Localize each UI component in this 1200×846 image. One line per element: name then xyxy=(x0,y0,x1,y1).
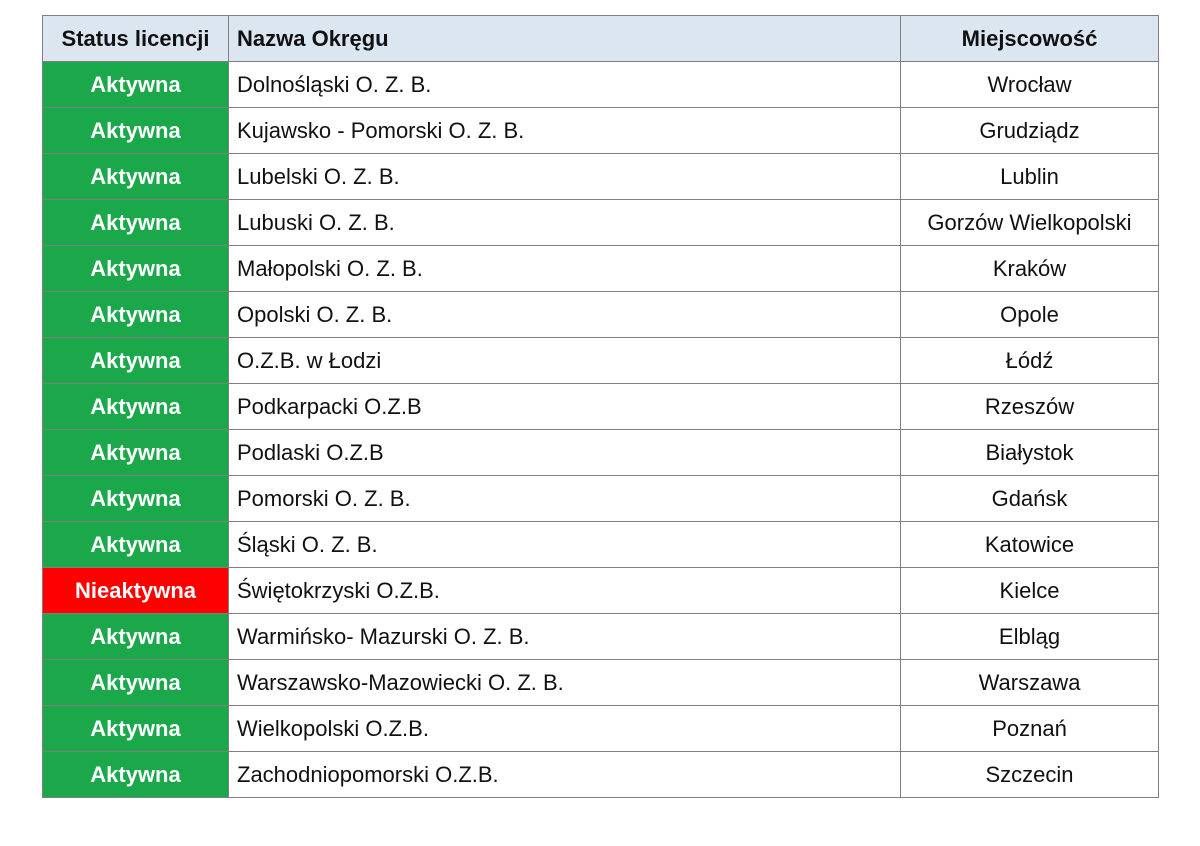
status-badge: Aktywna xyxy=(43,108,229,154)
city-cell: Poznań xyxy=(901,706,1159,752)
city-cell: Szczecin xyxy=(901,752,1159,798)
district-name-cell: Lubelski O. Z. B. xyxy=(229,154,901,200)
table-row xyxy=(43,62,1159,108)
city-cell: Grudziądz xyxy=(901,108,1159,154)
table-row xyxy=(43,660,1159,706)
status-badge: Aktywna xyxy=(43,476,229,522)
table-row xyxy=(43,614,1159,660)
district-name-cell: O.Z.B. w Łodzi xyxy=(229,338,901,384)
status-badge: Aktywna xyxy=(43,338,229,384)
table-row xyxy=(43,430,1159,476)
table-row xyxy=(43,568,1159,614)
district-name-cell: Pomorski O. Z. B. xyxy=(229,476,901,522)
table-row xyxy=(43,384,1159,430)
status-badge: Aktywna xyxy=(43,246,229,292)
status-badge: Aktywna xyxy=(43,522,229,568)
district-name-cell: Świętokrzyski O.Z.B. xyxy=(229,568,901,614)
header-name: Nazwa Okręgu xyxy=(229,16,901,62)
status-badge: Aktywna xyxy=(43,660,229,706)
city-cell: Wrocław xyxy=(901,62,1159,108)
table-row xyxy=(43,292,1159,338)
table-row xyxy=(43,752,1159,798)
header-city: Miejscowość xyxy=(901,16,1159,62)
district-name-cell: Dolnośląski O. Z. B. xyxy=(229,62,901,108)
district-name-cell: Podlaski O.Z.B xyxy=(229,430,901,476)
status-badge: Nieaktywna xyxy=(43,568,229,614)
city-cell: Łódź xyxy=(901,338,1159,384)
city-cell: Rzeszów xyxy=(901,384,1159,430)
city-cell: Kraków xyxy=(901,246,1159,292)
table-row xyxy=(43,522,1159,568)
status-badge: Aktywna xyxy=(43,154,229,200)
city-cell: Białystok xyxy=(901,430,1159,476)
district-name-cell: Opolski O. Z. B. xyxy=(229,292,901,338)
table-row xyxy=(43,706,1159,752)
city-cell: Gdańsk xyxy=(901,476,1159,522)
status-badge: Aktywna xyxy=(43,384,229,430)
city-cell: Opole xyxy=(901,292,1159,338)
status-badge: Aktywna xyxy=(43,200,229,246)
district-name-cell: Śląski O. Z. B. xyxy=(229,522,901,568)
district-name-cell: Małopolski O. Z. B. xyxy=(229,246,901,292)
city-cell: Gorzów Wielkopolski xyxy=(901,200,1159,246)
district-name-cell: Podkarpacki O.Z.B xyxy=(229,384,901,430)
district-name-cell: Kujawsko - Pomorski O. Z. B. xyxy=(229,108,901,154)
license-status-table xyxy=(42,15,1159,798)
city-cell: Elbląg xyxy=(901,614,1159,660)
district-name-cell: Wielkopolski O.Z.B. xyxy=(229,706,901,752)
district-name-cell: Warszawsko-Mazowiecki O. Z. B. xyxy=(229,660,901,706)
table-row xyxy=(43,246,1159,292)
status-badge: Aktywna xyxy=(43,752,229,798)
status-badge: Aktywna xyxy=(43,62,229,108)
table-row xyxy=(43,108,1159,154)
status-badge: Aktywna xyxy=(43,706,229,752)
city-cell: Warszawa xyxy=(901,660,1159,706)
status-badge: Aktywna xyxy=(43,292,229,338)
table-header-row xyxy=(43,16,1159,62)
header-status: Status licencji xyxy=(43,16,229,62)
city-cell: Kielce xyxy=(901,568,1159,614)
district-name-cell: Zachodniopomorski O.Z.B. xyxy=(229,752,901,798)
district-name-cell: Lubuski O. Z. B. xyxy=(229,200,901,246)
table-row xyxy=(43,154,1159,200)
city-cell: Lublin xyxy=(901,154,1159,200)
city-cell: Katowice xyxy=(901,522,1159,568)
table-row xyxy=(43,476,1159,522)
status-badge: Aktywna xyxy=(43,614,229,660)
status-badge: Aktywna xyxy=(43,430,229,476)
table-row xyxy=(43,200,1159,246)
table-body xyxy=(43,62,1159,798)
district-name-cell: Warmińsko- Mazurski O. Z. B. xyxy=(229,614,901,660)
table-row xyxy=(43,338,1159,384)
